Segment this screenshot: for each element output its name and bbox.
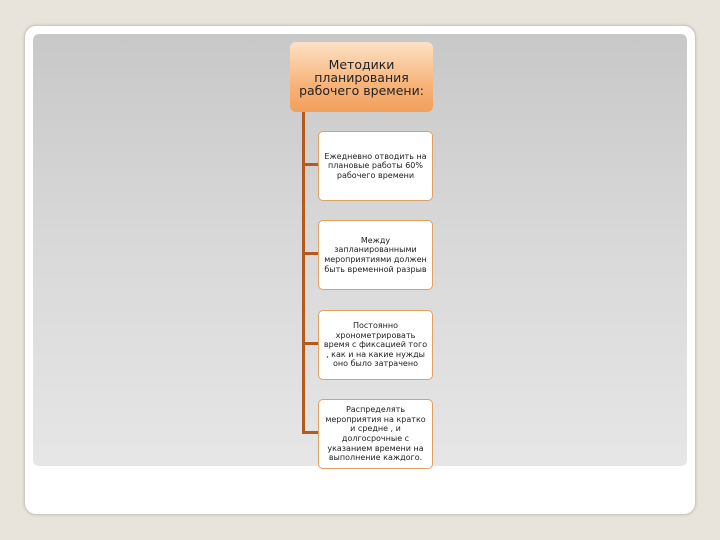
child-node-label: Ежедневно отводить на плановые работы 60% рабочего времени [324,151,427,180]
connector-branch-2 [302,252,319,255]
diagram-child-node-3 [318,310,433,380]
diagram-child-node-4 [318,399,433,469]
diagram-root-node [290,42,433,112]
connector-spine [302,112,305,434]
child-node-label: Распределять мероприятия на кратко и средне , и долгосрочные с указанием времени на выполнение каждого. [325,405,426,463]
child-node-label: Между запланированными мероприятиями должен быть временной разрыв [324,235,427,274]
diagram-child-node-1 [318,131,433,201]
connector-branch-4 [302,431,319,434]
connector-branch-1 [302,163,319,166]
diagram-child-node-2 [318,220,433,290]
root-node-label: Методики планирования рабочего времени: [299,56,424,98]
child-node-label: Постоянно хронометрировать время с фиксацией того , как и на какие нужды оно было затрачено [323,321,428,369]
connector-branch-3 [302,342,319,345]
